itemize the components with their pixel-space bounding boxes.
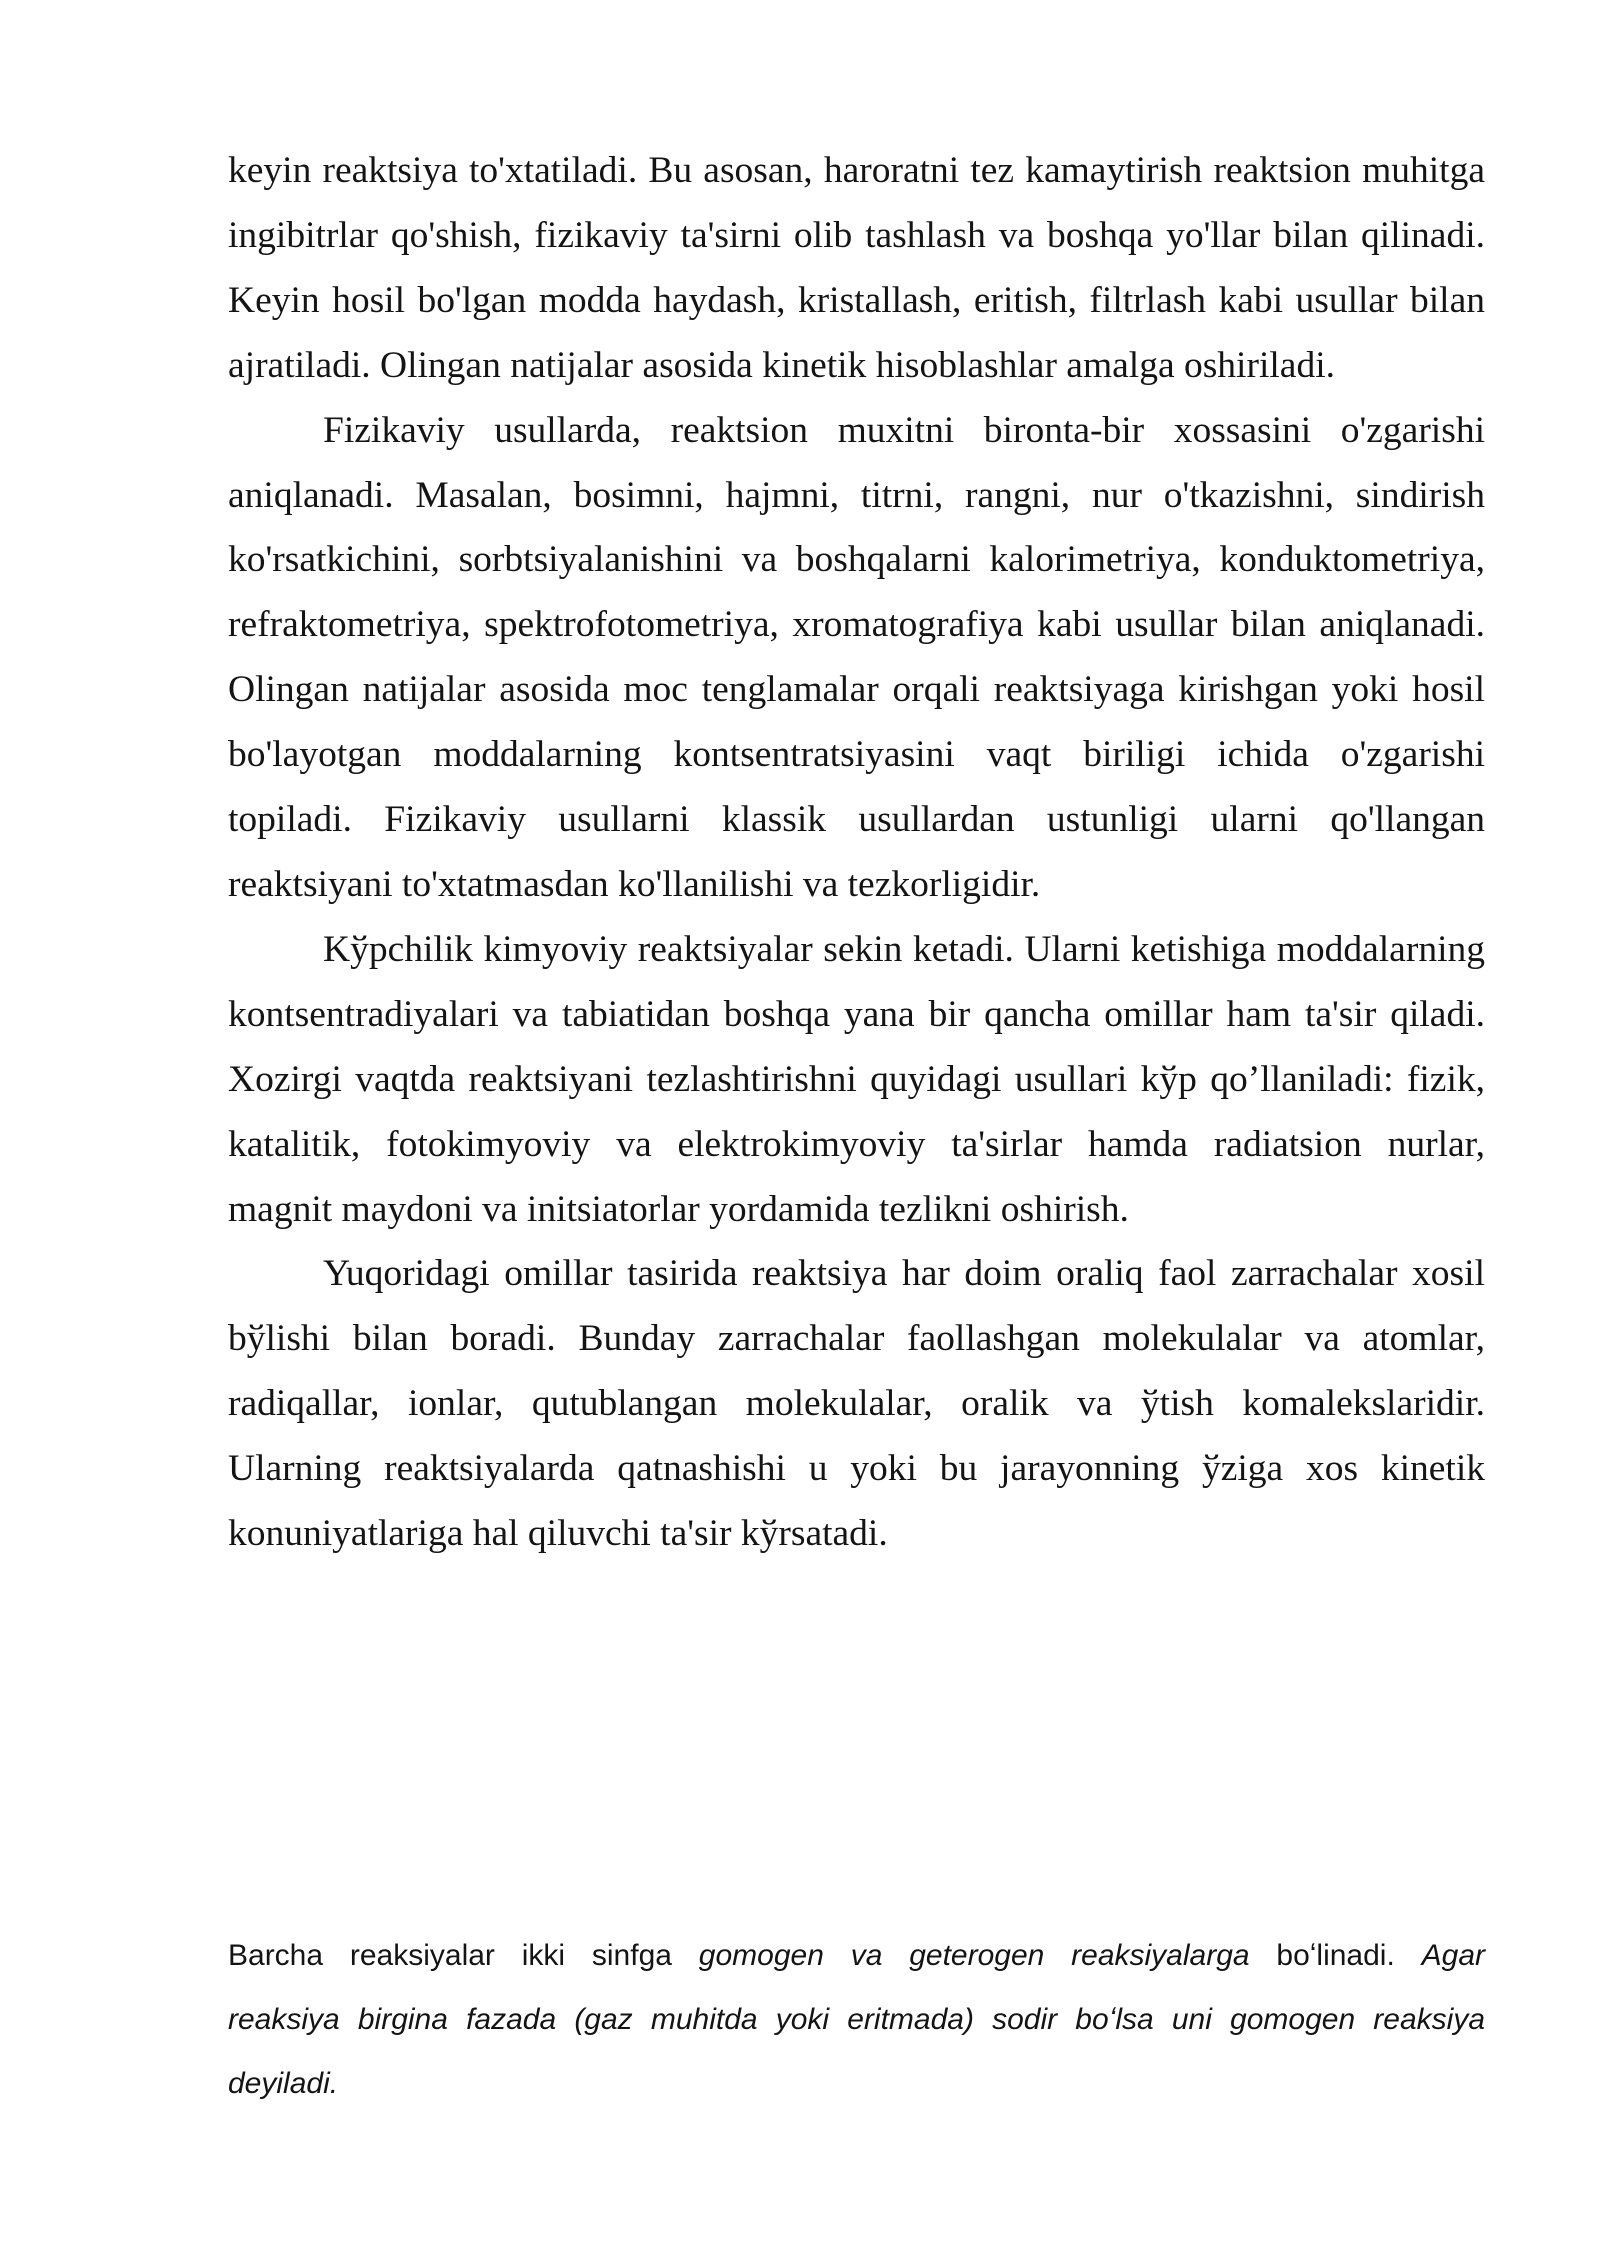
note-italic-text: gomogen va geterogen reaksiyalarga [698,1939,1250,1972]
note-paragraph [228,1924,1485,2116]
text-line: radiqallar, ionlar, qutublangan molekulalar, oralik va ўtish komalekslaridir. [228,1383,1485,1425]
paragraph-1 [228,139,1485,399]
note-line-2 [228,1988,1485,2052]
body-text [228,139,1485,1567]
text-line: refraktometriya, spektrofotometriya, xromatografiya kabi usullar bilan aniqlanadi. [228,604,1485,646]
text-line: bo'layotgan moddalarning kontsentratsiyasini vaqt biriligi ichida o'zgarishi [228,734,1485,776]
text-line: magnit maydoni va initsiatorlar yordamida tezlikni oshirish. [228,1188,1129,1230]
note-line-1 [228,1924,1485,1988]
note-text: boʻlinadi. [1249,1939,1422,1972]
text-line: Yuqoridagi omillar tasirida reaktsiya har doim oraliq faol zarrachalar xosil [323,1253,1485,1295]
note-italic-text: deyiladi. [228,2067,339,2100]
text-line: konuniyatlariga hal qiluvchi ta'sir kўrsatadi. [228,1513,888,1555]
text-line: Kўpchilik kimyoviy reaktsiyalar sekin ketadi. Ularni ketishiga moddalarning [323,928,1485,970]
paragraph-2 [228,399,1485,918]
text-line: Ularning reaktsiyalarda qatnashishi u yoki bu jarayonning ўziga xos kinetik [228,1448,1485,1490]
text-line: Keyin hosil bo'lgan modda haydash, kristallash, eritish, filtrlash kabi usullar bilan [228,279,1485,321]
text-line: aniqlanadi. Masalan, bosimni, hajmni, titrni, rangni, nur o'tkazishni, sindirish [228,474,1485,516]
text-line: reaktsiyani to'xtatmasdan ko'llanilishi va tezkorligidir. [228,863,1041,905]
text-line: bўlishi bilan boradi. Bunday zarrachalar faollashgan molekulalar va atomlar, [228,1318,1485,1360]
text-line: katalitik, fotokimyoviy va elektrokimyoviy ta'sirlar hamda radiatsion nurlar, [228,1123,1485,1165]
note-italic-text: reaksiya birgina fazada (gaz muhitda yoki eritmada) sodir boʻlsa uni gomogen reaksiya [228,2003,1485,2036]
text-line: Olingan natijalar asosida moc tenglamalar orqali reaktsiyaga kirishgan yoki hosil [228,669,1485,711]
text-line: Fizikaviy usullarda, reaktsion muxitni bironta-bir xossasini o'zgarishi [323,409,1485,451]
text-line: keyin reaktsiya to'xtatiladi. Bu asosan, haroratni tez kamaytirish reaktsion muhitga [228,150,1485,191]
text-line: ko'rsatkichini, sorbtsiyalanishini va boshqalarni kalorimetriya, konduktometriya, [228,539,1485,581]
note-line-3 [228,2052,1485,2116]
paragraph-4 [228,1242,1485,1567]
text-line: Xozirgi vaqtda reaktsiyani tezlashtirishni quyidagi usullari kўp qo’llaniladi: fizik, [228,1058,1485,1100]
text-line: kontsentradiyalari va tabiatidan boshqa yana bir qancha omillar ham ta'sir qiladi. [228,993,1485,1035]
paragraph-3 [228,918,1485,1243]
text-line: ingibitrlar qo'shish, fizikaviy ta'sirni olib tashlash va boshqa yo'llar bilan qilinadi. [228,214,1485,256]
note-text: Barcha reaksiyalar ikki sinfga [228,1939,699,1972]
note-italic-text: Agar [1421,1939,1485,1972]
text-line: ajratiladi. Olingan natijalar asosida kinetik hisoblashlar amalga oshiriladi. [228,344,1335,386]
text-line: topiladi. Fizikaviy usullarni klassik usullardan ustunligi ularni qo'llangan [228,799,1485,841]
